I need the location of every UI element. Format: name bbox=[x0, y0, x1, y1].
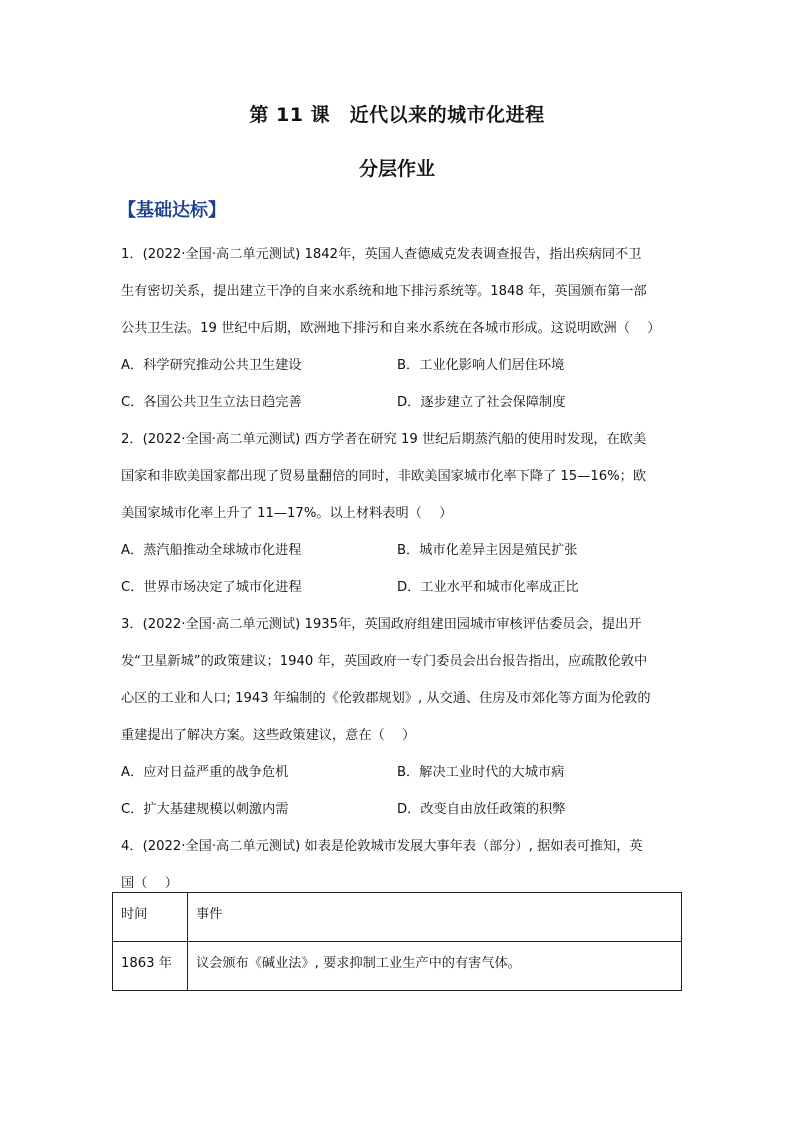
question-text-line: 1．(2022·全国·高二单元测试) 1842年，英国人查德威克发表调查报告，指出疾病同不卫 bbox=[121, 247, 642, 262]
events-table bbox=[112, 892, 682, 991]
options-row bbox=[121, 754, 681, 791]
question-1 bbox=[121, 236, 681, 421]
table-row bbox=[113, 942, 682, 991]
question-text-line: 国家和非欧美国家都出现了贸易量翻倍的同时，非欧美国家城市化率下降了 15—16%；欧 bbox=[121, 469, 647, 484]
question-4 bbox=[121, 828, 681, 902]
option-d[interactable]: D．逐步建立了社会保障制度 bbox=[397, 395, 566, 410]
option-b[interactable]: B．工业化影响人们居住环境 bbox=[397, 358, 565, 373]
option-b[interactable]: B．解决工业时代的大城市病 bbox=[397, 765, 565, 780]
question-text-line: 心区的工业和人口; 1943 年编制的《伦敦郡规划》, 从交通、住房及市郊化等方面为伦敦的 bbox=[121, 691, 651, 706]
option-c[interactable]: C．各国公共卫生立法日趋完善 bbox=[121, 395, 302, 410]
option-a[interactable]: A．应对日益严重的战争危机 bbox=[121, 765, 289, 780]
question-2 bbox=[121, 421, 681, 606]
table-header-cell: 事件 bbox=[188, 893, 682, 942]
question-text-line: 美国家城市化率上升了 11—17%。以上材料表明（ ） bbox=[121, 506, 453, 521]
question-text-line: 生有密切关系，提出建立干净的自来水系统和地下排污系统等。1848 年，英国颁布第一部 bbox=[121, 284, 647, 299]
question-text-line: 2．(2022·全国·高二单元测试) 西方学者在研究 19 世纪后期蒸汽船的使用时发现，在欧美 bbox=[121, 432, 647, 447]
question-text-line: 发“卫星新城”的政策建议；1940 年，英国政府一专门委员会出台报告指出，应疏散伦敦中 bbox=[121, 654, 648, 669]
section-heading: 【基础达标】 bbox=[118, 200, 226, 221]
table-cell: 议会颁布《碱业法》, 要求抑制工业生产中的有害气体。 bbox=[188, 942, 682, 991]
options-row bbox=[121, 569, 681, 606]
option-a[interactable]: A．科学研究推动公共卫生建设 bbox=[121, 358, 302, 373]
question-list bbox=[121, 236, 681, 902]
table-header-cell: 时间 bbox=[113, 893, 188, 942]
options-row bbox=[121, 532, 681, 569]
option-b[interactable]: B．城市化差异主因是殖民扩张 bbox=[397, 543, 578, 558]
page-title: 第 11 课 近代以来的城市化进程 bbox=[249, 104, 545, 126]
question-3 bbox=[121, 606, 681, 828]
table-cell: 1863 年 bbox=[113, 942, 188, 991]
question-text-line: 4．(2022·全国·高二单元测试) 如表是伦敦城市发展大事年表（部分）, 据如表可推知，英 bbox=[121, 839, 643, 854]
question-text-line: 3．(2022·全国·高二单元测试) 1935年，英国政府组建田园城市审核评估委员会，提出开 bbox=[121, 617, 642, 632]
option-d[interactable]: D．改变自由放任政策的积弊 bbox=[397, 802, 566, 817]
option-d[interactable]: D．工业水平和城市化率成正比 bbox=[397, 580, 579, 595]
question-text-line: 重建提出了解决方案。这些政策建议，意在（ ） bbox=[121, 728, 416, 743]
options-row bbox=[121, 791, 681, 828]
option-c[interactable]: C．世界市场决定了城市化进程 bbox=[121, 580, 302, 595]
options-row bbox=[121, 384, 681, 421]
table-header-row bbox=[113, 893, 682, 942]
options-row bbox=[121, 347, 681, 384]
question-text-line: 公共卫生法。19 世纪中后期，欧洲地下排污和自来水系统在各城市形成。这说明欧洲（ ） bbox=[121, 321, 661, 336]
option-c[interactable]: C．扩大基建规模以刺激内需 bbox=[121, 802, 289, 817]
option-a[interactable]: A．蒸汽船推动全球城市化进程 bbox=[121, 543, 302, 558]
question-text-line: 国（ ） bbox=[121, 876, 178, 891]
page-subtitle: 分层作业 bbox=[358, 158, 435, 180]
